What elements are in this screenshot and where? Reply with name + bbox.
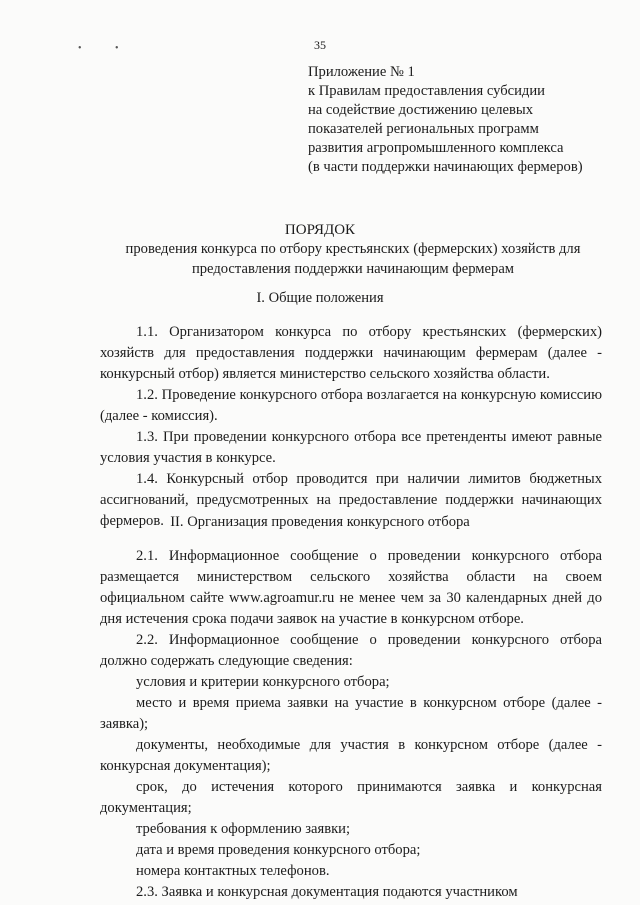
document-title: ПОРЯДОК: [284, 222, 356, 238]
list-item: место и время приема заявки на участие в конкурсном отборе (далее - заявка);: [100, 695, 602, 732]
list-item: документы, необходимые для участия в конкурсном отборе (далее - конкурсная документация);: [100, 737, 602, 774]
paragraph-2-3: 2.3. Заявка и конкурсная документация подаются участником: [136, 884, 518, 900]
appendix-line: развития агропромышленного комплекса: [308, 140, 564, 156]
appendix-line: показателей региональных программ: [308, 121, 539, 137]
list-item: требования к оформлению заявки;: [136, 821, 351, 837]
section-1-heading: I. Общие положения: [256, 290, 384, 306]
appendix-line: на содействие достижению целевых: [308, 102, 534, 118]
list-item: дата и время проведения конкурсного отбора;: [136, 842, 421, 858]
list-item: условия и критерии конкурсного отбора;: [136, 674, 390, 690]
list-item: срок, до истечения которого принимаются заявка и конкурсная документация;: [100, 779, 602, 816]
scan-speck: •: [78, 43, 82, 54]
appendix-line: (в части поддержки начинающих фермеров): [308, 159, 583, 175]
section-2-heading: II. Организация проведения конкурсного отбора: [170, 514, 470, 530]
paragraph-1-3: 1.3. При проведении конкурсного отбора все претенденты имеют равные условия участия в конкурсе.: [100, 429, 602, 466]
appendix-block: [308, 63, 618, 177]
paragraph-2-2: 2.2. Информационное сообщение о проведении конкурсного отбора должно содержать следующие сведения:: [100, 632, 602, 669]
paragraph-1-4: 1.4. Конкурсный отбор проводится при наличии лимитов бюджетных ассигнований, предусмотренных на предоставление поддержки начинающих фермеров.: [100, 471, 602, 529]
page-number: 35: [314, 38, 326, 52]
list-item: номера контактных телефонов.: [136, 863, 330, 879]
scan-speck: •: [115, 43, 119, 54]
paragraph-2-1: 2.1. Информационное сообщение о проведении конкурсного отбора размещается министерством сельского хозяйства области на своем официальном сайте www.agroamur.ru не менее чем за 30 календарных дней до дня истечения срока подачи заявок на участие в конкурсном отборе.: [100, 548, 602, 627]
paragraph-1-1: 1.1. Организатором конкурса по отбору крестьянских (фермерских) хозяйств для предоставления поддержки начинающим фермерам (далее - конкурсный отбор) является министерство сельского хозяйства области.: [100, 324, 602, 382]
appendix-line: Приложение № 1: [308, 64, 415, 80]
appendix-line: к Правилам предоставления субсидии: [308, 83, 545, 99]
paragraph-1-2: 1.2. Проведение конкурсного отбора возлагается на конкурсную комиссию (далее - комиссия).: [100, 387, 602, 424]
section-2-body: [100, 546, 602, 903]
document-subtitle: проведения конкурса по отбору крестьянских (фермерских) хозяйств для предоставления поддержки начинающим фермерам: [125, 241, 581, 277]
section-1-body: [100, 322, 602, 532]
